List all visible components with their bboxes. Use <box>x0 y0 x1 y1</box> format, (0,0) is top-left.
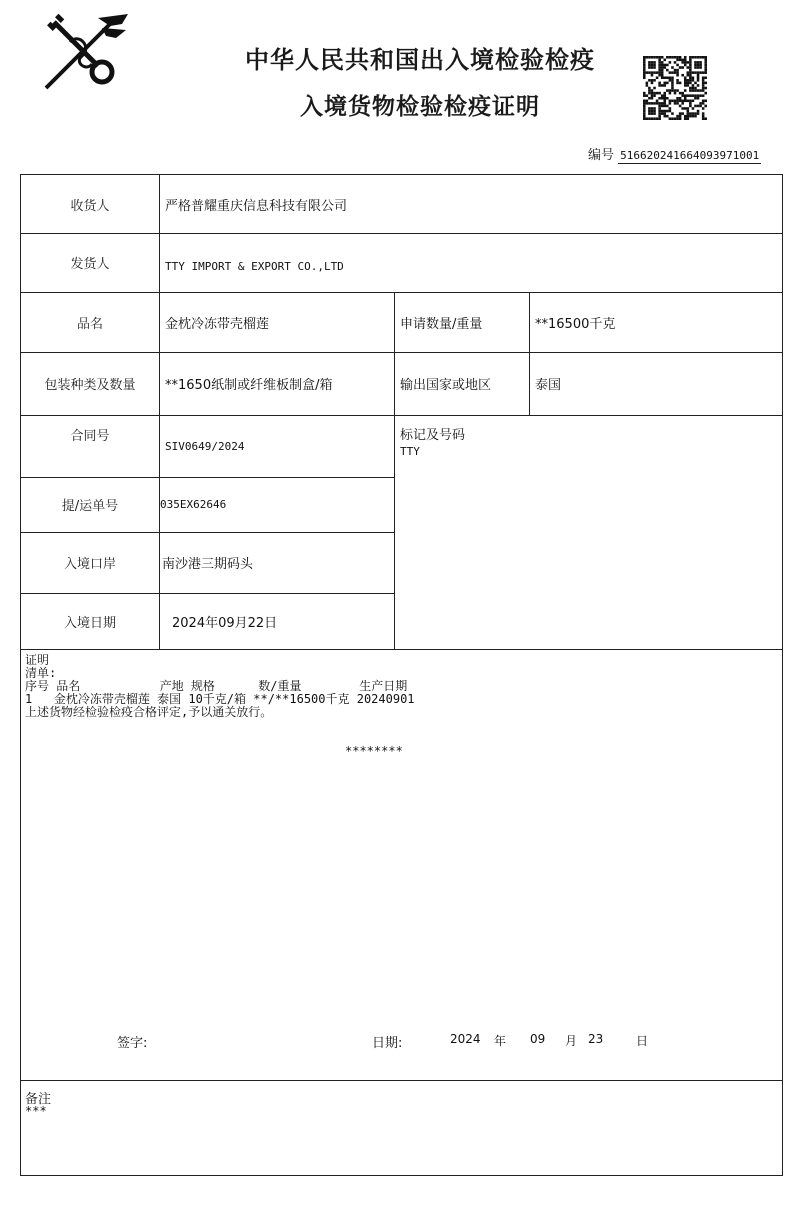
consignor-label: 发货人 <box>70 257 110 272</box>
entry-port-value: 南沙港三期码头 <box>162 557 254 572</box>
product-name-label: 品名 <box>76 316 103 332</box>
consignee-value: 严格普耀重庆信息科技有限公司 <box>165 198 348 214</box>
quantity-weight-value: **16500千克 <box>535 316 616 332</box>
signature-label: 签字: <box>117 1036 148 1051</box>
entry-date-label: 入境日期 <box>63 615 116 631</box>
origin-country-value: 泰国 <box>535 378 562 393</box>
contract-number-value: SIV0649/2024 <box>165 439 245 453</box>
inspection-emblem-logo <box>40 12 132 92</box>
origin-country-label: 输出国家或地区 <box>400 378 492 393</box>
certificate-body <box>25 654 415 719</box>
issue-date-label: 日期: <box>372 1036 403 1051</box>
remarks-label: 备注 <box>25 1092 52 1107</box>
row-divider <box>21 649 782 650</box>
quantity-weight-label: 申请数量/重量 <box>400 316 483 332</box>
issue-date-year: 2024 <box>450 1032 481 1046</box>
entry-port-label: 入境口岸 <box>63 557 116 572</box>
certification-statement: 上述货物经检验检疫合格评定,予以通关放行。 <box>25 705 273 719</box>
document-title-line1: 中华人民共和国出入境检验检疫 <box>245 45 595 74</box>
product-name-value: 金枕冷冻带壳榴莲 <box>165 316 270 332</box>
inventory-row: 1 金枕冷冻带壳榴莲 泰国 10千克/箱 **/**16500千克 20240901 <box>25 692 415 706</box>
document-title-line2: 入境货物检验检疫证明 <box>300 93 540 120</box>
entry-date-value: 2024年09月22日 <box>172 615 278 631</box>
issue-date-month: 09 <box>530 1032 546 1046</box>
certificate-number <box>588 144 761 164</box>
issue-date-year-unit: 年 <box>494 1034 507 1048</box>
inventory-columns: 序号 品名 产地 规格 数/重量 生产日期 <box>25 679 408 693</box>
marks-numbers-value: TTY <box>400 444 420 458</box>
certificate-heading: 证明 <box>25 653 50 667</box>
inventory-heading: 清单: <box>25 666 57 680</box>
issue-date-day-unit: 日 <box>636 1034 649 1048</box>
consignee-label: 收货人 <box>70 198 110 214</box>
consignor-value: TTY IMPORT & EXPORT CO.,LTD <box>165 260 344 273</box>
row-divider <box>21 1080 782 1081</box>
package-type-label: 包装种类及数量 <box>44 378 136 393</box>
contract-number-label: 合同号 <box>70 429 110 444</box>
certificate-number-value: 516620241664093971001 <box>620 149 760 162</box>
package-type-value: **1650纸制或纤维板制盒/箱 <box>165 378 333 393</box>
issue-date-month-unit: 月 <box>565 1034 578 1048</box>
issue-date-day: 23 <box>588 1032 604 1046</box>
remarks-value: *** <box>25 1104 47 1118</box>
qr-code-icon <box>643 56 707 120</box>
marks-numbers-label: 标记及号码 <box>400 427 466 443</box>
end-marker: ******** <box>345 744 403 758</box>
bill-of-lading-label: 提/运单号 <box>61 499 119 514</box>
bill-of-lading-value: 035EX62646 <box>160 498 227 511</box>
certificate-number-label: 编号 <box>588 148 615 163</box>
